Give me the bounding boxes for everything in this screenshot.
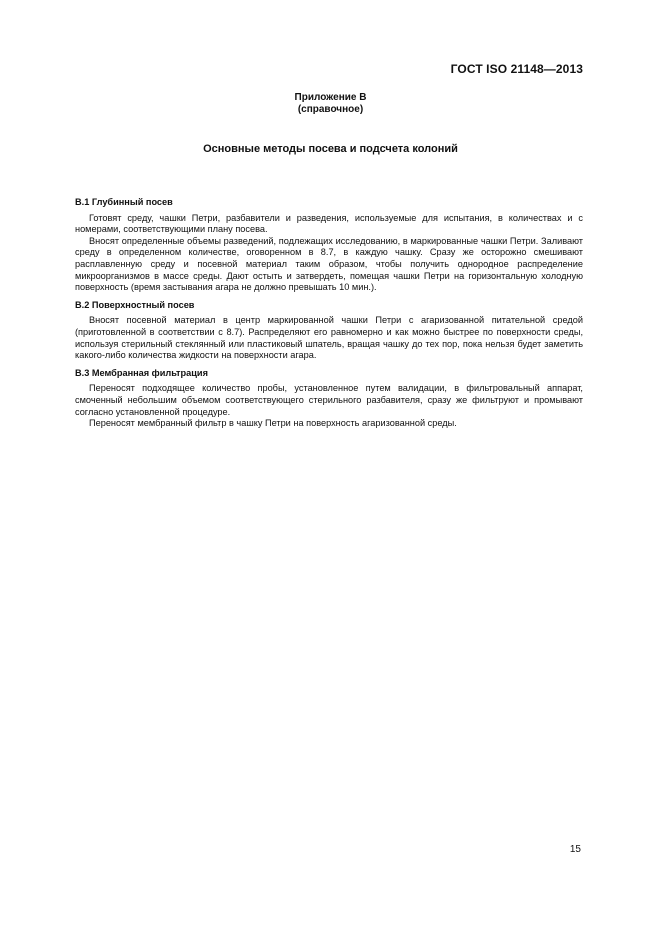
appendix-type: (справочное) (297, 104, 364, 115)
document-body (75, 197, 583, 430)
appendix-header (0, 92, 661, 116)
section-b2 (75, 300, 583, 362)
paragraph: Готовят среду, чашки Петри, разбавители и разведения, используемые для испытания, в количествах и с номерами, соответствующими плану посева. (75, 212, 583, 235)
section-heading: В.1 Глубинный посев (75, 197, 173, 207)
paragraph: Вносят посевной материал в центр маркированной чашки Петри с агаризованной питательной средой (приготовленной в соответствии с 8.7). Распределяют его равномерно и как можно быстрее по поверхности среды, используя стерильный стеклянный или пластиковый шпатель, вращая чашку до тех пор, пока нельзя будет заметить какого-либо количества жидкости на поверхности агара. (75, 315, 583, 361)
appendix-label: Приложение В (294, 92, 367, 103)
page-number: 15 (569, 844, 581, 855)
appendix-title: Основные методы посева и подсчета колоний (203, 143, 458, 155)
section-b3 (75, 368, 583, 430)
section-heading: В.3 Мембранная фильтрация (75, 367, 208, 378)
section-heading: В.2 Поверхностный посев (75, 299, 195, 310)
paragraph: Переносят мембранный фильтр в чашку Петри на поверхность агаризованной среды. (89, 418, 457, 429)
section-b1 (75, 197, 583, 294)
standard-number: ГОСТ ISO 21148—2013 (450, 62, 583, 76)
paragraph: Вносят определенные объемы разведений, подлежащих исследованию, в маркированные чашки Петри. Заливают среду в определенном количестве, оговоренном в 8.7, в каждую чашку. Сразу же осторожно смешивают расплавленную среду и посевной материал таким образом, чтобы получить однородное распределение микроорганизмов в массе среды. Дают остыть и затвердеть, помещая чашки Петри на горизонтальную холодную поверхность (время застывания агара не должно превышать 10 мин.). (75, 235, 583, 293)
paragraph: Переносят подходящее количество пробы, установленное путем валидации, в фильтровальный аппарат, смоченный небольшим объемом соответствующего стерильного разбавителя, сразу же фильтруют и промывают согласно установленной процедуре. (75, 383, 583, 417)
